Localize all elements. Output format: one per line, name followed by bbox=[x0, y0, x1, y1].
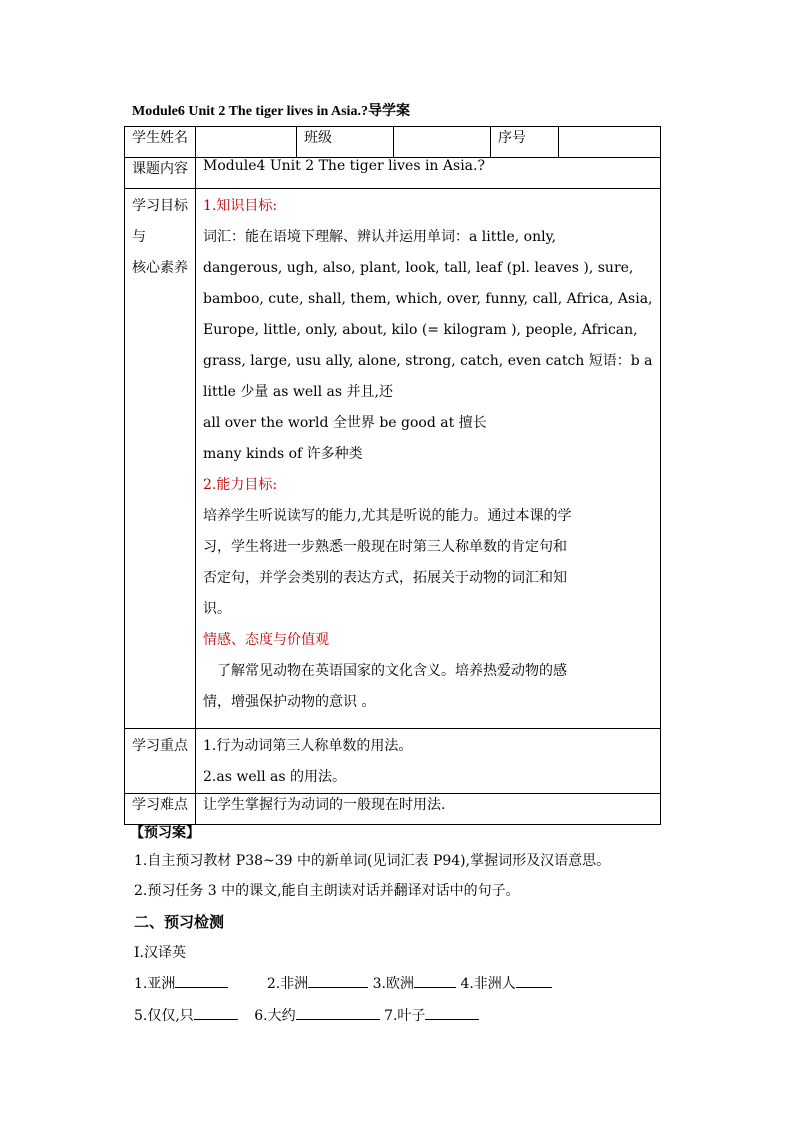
key-points-label-text: 学习重点 bbox=[132, 738, 188, 754]
key-points-label bbox=[125, 729, 196, 794]
key-points-content bbox=[196, 729, 661, 794]
difficulty-label: 学习难点 bbox=[125, 794, 196, 825]
answer-blank[interactable] bbox=[516, 973, 552, 988]
goals-line: 了解常见动物在英语国家的文化含义。培养热爱动物的感 bbox=[217, 663, 567, 679]
class-label: 班级 bbox=[297, 127, 394, 158]
goals-content bbox=[196, 189, 661, 729]
goals-line: grass, large, usu ally, alone, strong, catch, even catch 短语：b a bbox=[203, 353, 653, 369]
knowledge-goal-heading: 1.知识目标: bbox=[203, 198, 278, 214]
table-row bbox=[125, 189, 661, 729]
page-title: Module6 Unit 2 The tiger lives in Asia.?导学案 bbox=[132, 104, 410, 119]
key-point-item: 1.行为动词第三人称单数的用法。 bbox=[203, 738, 413, 754]
difficulty-value: 让学生掌握行为动词的一般现在时用法. bbox=[196, 794, 661, 825]
answer-blank[interactable] bbox=[194, 1005, 238, 1020]
goals-line: Europe, little, only, about, kilo (= kilogram ), people, African, bbox=[203, 322, 638, 338]
table-row bbox=[125, 158, 661, 189]
topic-label: 课题内容 bbox=[125, 158, 196, 189]
goals-line: all over the world 全世界 be good at 擅长 bbox=[203, 415, 487, 431]
student-name-label: 学生姓名 bbox=[125, 127, 196, 158]
vocab-row bbox=[134, 973, 552, 993]
lesson-plan-table bbox=[124, 126, 661, 825]
goals-line: little 少量 as well as 并且,还 bbox=[203, 384, 393, 400]
vocab-row bbox=[134, 1005, 479, 1025]
goals-line: 词汇：能在语境下理解、辨认并运用单词：a little, only, bbox=[203, 229, 557, 245]
vocab-prompt: 3.欧洲 bbox=[372, 976, 414, 992]
answer-blank[interactable] bbox=[296, 1005, 380, 1020]
key-point-item: 2.as well as 的用法。 bbox=[203, 769, 346, 785]
number-cell bbox=[559, 127, 661, 158]
vocab-prompt: 7.叶子 bbox=[384, 1008, 426, 1024]
table-row bbox=[125, 794, 661, 825]
goals-line: 识。 bbox=[203, 601, 231, 617]
check-subheading: Ⅰ.汉译英 bbox=[134, 945, 186, 961]
vocab-prompt: 1.亚洲 bbox=[134, 976, 176, 992]
goals-line: 习，学生将进一步熟悉一般现在时第三人称单数的肯定句和 bbox=[203, 539, 567, 555]
goals-label-line: 与 bbox=[132, 229, 146, 245]
class-cell bbox=[394, 127, 491, 158]
table-row bbox=[125, 729, 661, 794]
values-goal-heading: 情感、态度与价值观 bbox=[203, 632, 329, 648]
number-label: 序号 bbox=[491, 127, 559, 158]
preview-item: 2.预习任务 3 中的课文,能自主朗读对话并翻译对话中的句子。 bbox=[134, 883, 520, 899]
preview-heading: 【预习案】 bbox=[130, 825, 200, 841]
goals-line: bamboo, cute, shall, them, which, over, funny, call, Africa, Asia, bbox=[203, 291, 653, 307]
vocab-prompt: 4.非洲人 bbox=[460, 976, 516, 992]
ability-goal-heading: 2.能力目标: bbox=[203, 477, 278, 493]
goals-line: 情，增强保护动物的意识 。 bbox=[203, 694, 376, 710]
goals-label bbox=[125, 189, 196, 729]
vocab-prompt: 5.仅仅,只 bbox=[134, 1008, 194, 1024]
goals-label-line: 核心素养 bbox=[132, 260, 188, 276]
goals-line: dangerous, ugh, also, plant, look, tall, leaf (pl. leaves ), sure, bbox=[203, 260, 634, 276]
answer-blank[interactable] bbox=[308, 973, 368, 988]
goals-line: many kinds of 许多种类 bbox=[203, 446, 363, 462]
answer-blank[interactable] bbox=[175, 973, 228, 988]
goals-label-line: 学习目标 bbox=[132, 198, 188, 214]
topic-value: Module4 Unit 2 The tiger lives in Asia.? bbox=[196, 158, 661, 189]
answer-blank[interactable] bbox=[425, 1005, 479, 1020]
check-heading: 二、预习检测 bbox=[134, 913, 225, 931]
vocab-prompt: 6.大约 bbox=[254, 1008, 296, 1024]
student-name-cell bbox=[196, 127, 297, 158]
vocab-prompt: 2.非洲 bbox=[266, 976, 309, 992]
answer-blank[interactable] bbox=[414, 973, 456, 988]
goals-line: 否定句，并学会类别的表达方式，拓展关于动物的词汇和知 bbox=[203, 570, 567, 586]
preview-item: 1.自主预习教材 P38~39 中的新单词(见词汇表 P94),掌握词形及汉语意思。 bbox=[134, 853, 611, 869]
goals-line: 培养学生听说读写的能力,尤其是听说的能力。通过本课的学 bbox=[203, 508, 572, 524]
table-row bbox=[125, 127, 661, 158]
